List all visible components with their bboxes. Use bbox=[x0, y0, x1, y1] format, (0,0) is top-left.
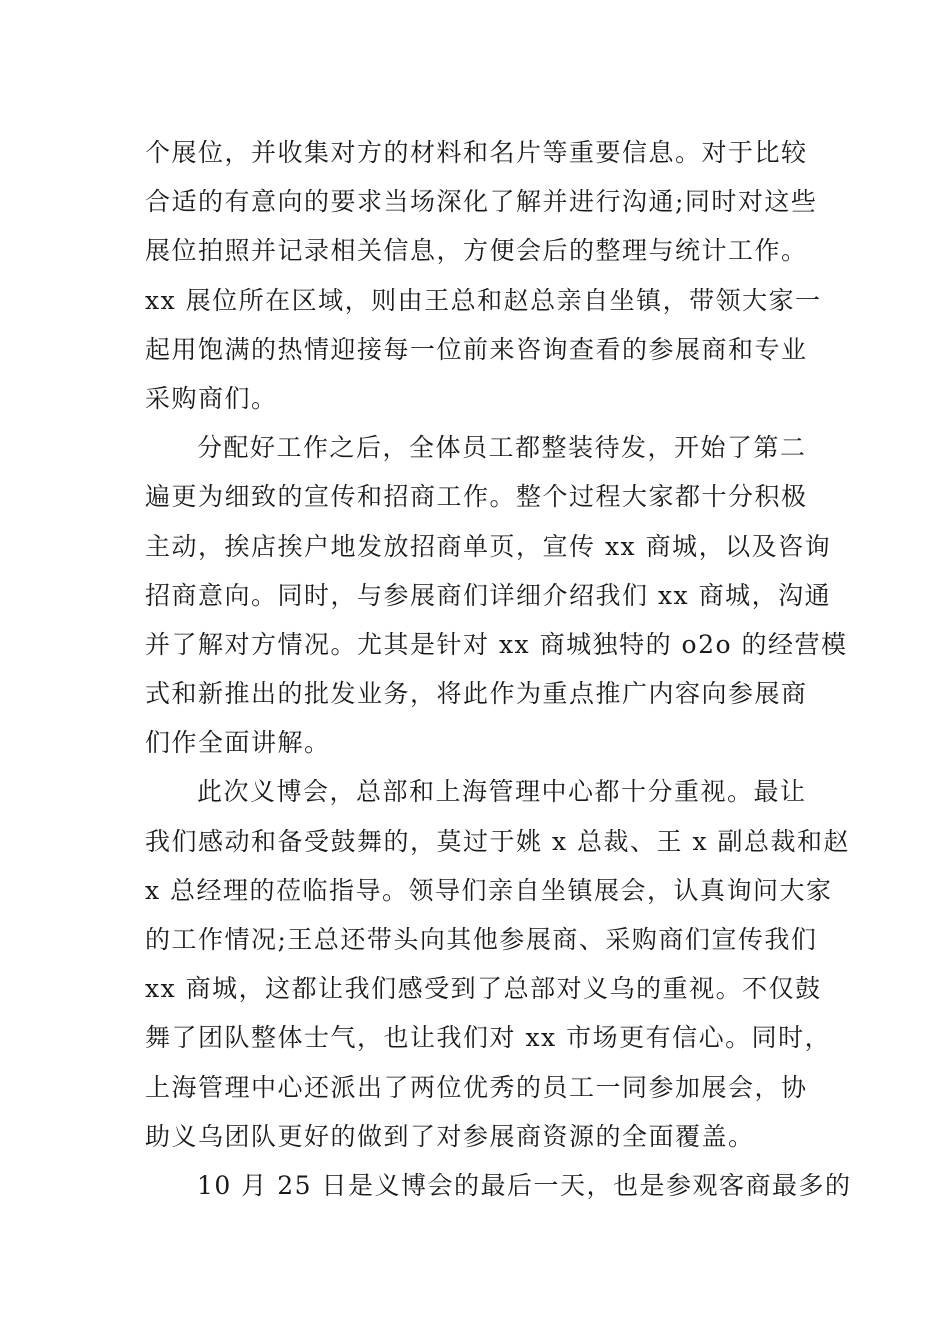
text-line: 的工作情况;王总还带头向其他参展商、采购商们宣传我们 bbox=[145, 925, 818, 954]
text-line: 招商意向。同时，与参展商们详细介绍我们 xx 商城，沟通 bbox=[145, 580, 832, 610]
text-line: 上海管理中心还派出了两位优秀的员工一同参加展会，协 bbox=[145, 1072, 808, 1102]
text-line: 此次义博会，总部和上海管理中心都十分重视。最让 bbox=[197, 777, 807, 807]
paragraph-3 bbox=[145, 767, 850, 1161]
text-line: x 总经理的莅临指导。领导们亲自坐镇展会，认真询问大家 bbox=[145, 875, 833, 905]
text-line: 合适的有意向的要求当场深化了解并进行沟通;同时对这些 bbox=[145, 187, 818, 217]
text-line: 起用饱满的热情迎接每一位前来咨询查看的参展商和专业 bbox=[145, 334, 808, 364]
paragraph-4 bbox=[145, 1161, 852, 1210]
text-line: 式和新推出的批发业务，将此作为重点推广内容向参展商 bbox=[145, 679, 808, 709]
text-line: 遍更为细致的宣传和招商工作。整个过程大家都十分积极 bbox=[145, 482, 808, 512]
text-line: 并了解对方情况。尤其是针对 xx 商城独特的 o2o 的经营模 bbox=[145, 629, 848, 659]
text-line: 个展位，并收集对方的材料和名片等重要信息。对于比较 bbox=[145, 138, 808, 167]
document-body bbox=[145, 128, 852, 1210]
text-line: xx 展位所在区域，则由王总和赵总亲自坐镇，带领大家一 bbox=[145, 285, 822, 315]
text-line: 10 月 25 日是义博会的最后一天，也是参观客商最多的 bbox=[197, 1170, 852, 1200]
text-line: xx 商城，这都让我们感受到了总部对义乌的重视。不仅鼓 bbox=[145, 974, 822, 1004]
paragraph-2 bbox=[145, 423, 848, 767]
text-line: 分配好工作之后，全体员工都整装待发，开始了第二 bbox=[197, 433, 807, 463]
paragraph-1 bbox=[145, 128, 825, 423]
text-line: 主动，挨店挨户地发放招商单页，宣传 xx 商城，以及咨询 bbox=[145, 531, 832, 561]
text-line: 们作全面讲解。 bbox=[145, 728, 331, 758]
text-line: 我们感动和备受鼓舞的，莫过于姚 x 总裁、王 x 副总裁和赵 bbox=[145, 826, 850, 856]
text-line: 舞了团队整体士气，也让我们对 xx 市场更有信心。同时， bbox=[145, 1023, 832, 1053]
text-line: 助义乌团队更好的做到了对参展商资源的全面覆盖。 bbox=[145, 1121, 755, 1151]
text-line: 展位拍照并记录相关信息，方便会后的整理与统计工作。 bbox=[145, 236, 808, 266]
text-line: 采购商们。 bbox=[145, 383, 278, 413]
